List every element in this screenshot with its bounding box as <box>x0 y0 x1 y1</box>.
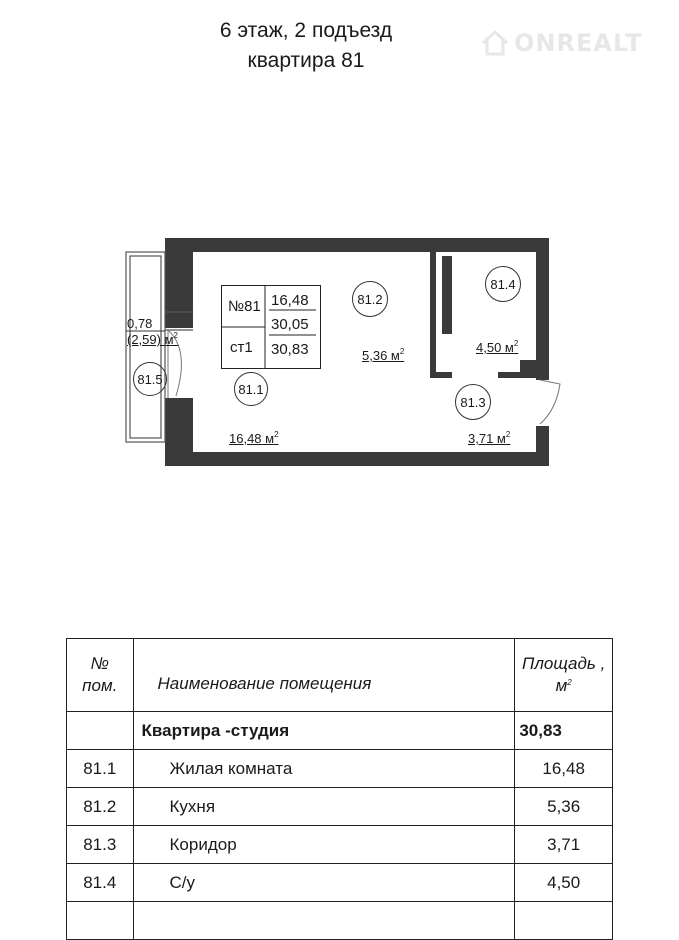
summary-name: Квартира -студия <box>133 712 515 750</box>
room-id-81-1: 81.1 <box>234 372 268 406</box>
room-area-81-4: 4,50 $м^2$ <box>476 339 519 355</box>
rooms-table <box>66 638 613 940</box>
table-row <box>67 826 613 864</box>
balcony-area: 0,78 <box>127 316 153 331</box>
table-summary-row <box>67 712 613 750</box>
row-name: Коридор <box>133 826 515 864</box>
room-id-81-3: 81.3 <box>455 384 491 420</box>
wall-shaft <box>442 256 452 334</box>
room-area-81-3: 3,71 $м^2$ <box>468 430 511 446</box>
room-area-81-1: 16,48 $м^2$ <box>229 430 279 446</box>
wall-right-lower <box>536 426 549 466</box>
summary-area: 30,83 <box>515 712 613 750</box>
row-name: Кухня <box>133 788 515 826</box>
header-num: № пом. <box>67 639 134 712</box>
summary-num <box>67 712 134 750</box>
room-id-81-4: 81.4 <box>485 266 521 302</box>
badge-area-no-balcony: 30,05 <box>271 316 309 333</box>
header-area: Площадь , $м^2$ <box>515 639 613 712</box>
table-row-partial <box>67 902 613 940</box>
row-area: 3,71 <box>515 826 613 864</box>
header-name: Наименование помещения <box>133 639 515 712</box>
badge-area-total: 30,83 <box>271 341 309 358</box>
table-row <box>67 864 613 902</box>
row-num: 81.1 <box>67 750 134 788</box>
wall-bathroom-left <box>430 252 436 378</box>
wall-bottom <box>165 452 549 466</box>
balcony-area-full: (2,59) $м^2$ <box>127 331 178 347</box>
table-row <box>67 788 613 826</box>
row-num: 81.2 <box>67 788 134 826</box>
wall-bathroom-column <box>520 360 536 378</box>
row-area: 5,36 <box>515 788 613 826</box>
row-name: Жилая комната <box>133 750 515 788</box>
row-area: 4,50 <box>515 864 613 902</box>
table-header-row <box>67 639 613 712</box>
watermark-text: ONREALT <box>514 29 643 57</box>
wall-top <box>165 238 549 252</box>
wall-bathroom-bottom-left <box>430 372 452 378</box>
entrance-door-swing <box>540 380 560 424</box>
wall-left-upper <box>165 238 193 328</box>
row-area: 16,48 <box>515 750 613 788</box>
badge-number: №81 <box>228 298 261 315</box>
table-row <box>67 750 613 788</box>
room-id-81-5: 81.5 <box>133 362 167 396</box>
row-num: 81.4 <box>67 864 134 902</box>
room-id-81-2: 81.2 <box>352 281 388 317</box>
wall-left-lower <box>165 398 193 466</box>
apartment-title: квартира 81 <box>247 49 365 72</box>
row-name: С/у <box>133 864 515 902</box>
room-area-81-2: 5,36 $м^2$ <box>362 347 405 363</box>
badge-type: ст1 <box>230 339 253 356</box>
badge-area-living: 16,48 <box>271 292 309 309</box>
apartment-badge <box>221 285 321 369</box>
floor-entrance-title: 6 этаж, 2 подъезд <box>219 19 393 42</box>
wall-right-upper <box>536 238 549 380</box>
row-num: 81.3 <box>67 826 134 864</box>
